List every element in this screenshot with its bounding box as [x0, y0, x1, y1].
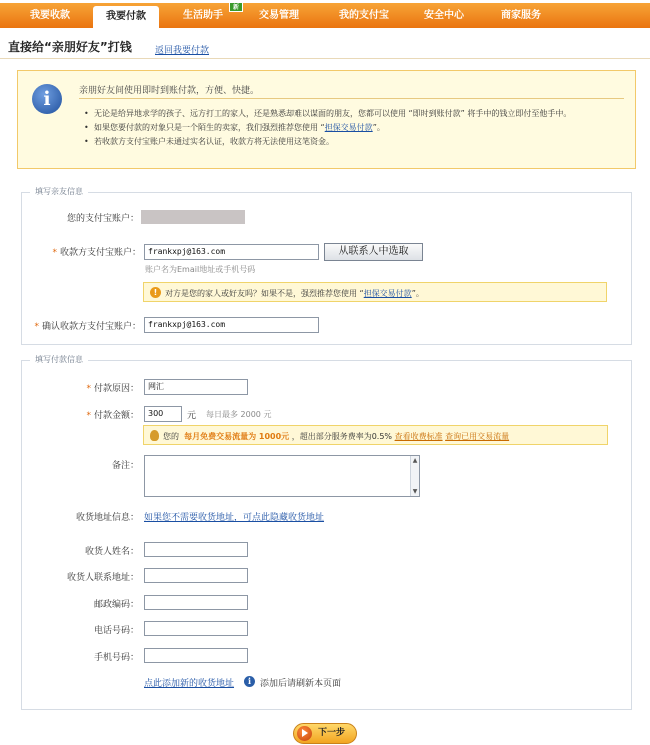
tab-life-helper-label: 生活助手 [183, 10, 223, 21]
friend-info-legend: 填写亲友信息 [30, 186, 88, 197]
receiver-address-input[interactable] [144, 568, 248, 583]
phone-label: 电话号码： [93, 626, 139, 636]
notice-divider [79, 98, 624, 99]
required-star: * [86, 411, 91, 421]
amount-unit: 元 [187, 411, 197, 421]
reason-input[interactable]: 网汇 [144, 379, 248, 395]
notice-item-text: 如果您要付款的对象只是一个陌生的卖家，我们强烈推荐您使用 “ [94, 123, 325, 132]
notice-item: • 若收款方支付宝账户未通过实名认证，收款方将无法使用这笔资金。 [84, 135, 571, 149]
hide-address-link[interactable]: 如果您不需要收货地址，可点此隐藏收货地址 [144, 513, 325, 523]
warning-icon: ! [150, 287, 161, 298]
tab-my-alipay[interactable]: 我的支付宝 [339, 10, 389, 21]
amount-hint: 每日最多 2000 元 [206, 410, 272, 419]
top-nav [0, 3, 650, 28]
addr-label: 收货人联系地址： [66, 573, 139, 583]
tab-security[interactable]: 安全中心 [424, 10, 464, 21]
fee-standard-link[interactable]: 查看收费标准 [394, 432, 443, 441]
tab-receive[interactable]: 我要收款 [30, 10, 70, 21]
notice-item-tail: ”。 [372, 123, 385, 132]
pick-from-contacts-button[interactable]: 从联系人中选取 [324, 243, 423, 261]
receiver-hint: 账户名为Email地址或手机号码 [145, 265, 256, 274]
my-account-label: 您的支付宝账户： [66, 214, 139, 224]
required-star: * [34, 322, 39, 332]
zip-input[interactable] [144, 595, 248, 610]
new-badge: 新 [229, 2, 243, 12]
title-divider [0, 58, 650, 59]
mobile-label: 手机号码： [93, 653, 139, 663]
scroll-down-icon[interactable]: ▼ [412, 488, 418, 495]
reason-label [22, 381, 139, 394]
payment-info-legend: 填写付款信息 [30, 354, 88, 365]
reason-label-text: 付款原因： [93, 384, 139, 394]
memo-scrollbar[interactable] [410, 456, 419, 496]
quota-prefix: 您的 [163, 432, 179, 441]
amount-input[interactable]: 300 [144, 406, 182, 422]
payment-info-section [21, 355, 632, 710]
zip-label: 邮政编码： [93, 600, 139, 610]
friend-tip-text [165, 288, 424, 299]
amount-label-text: 付款金额： [93, 411, 139, 421]
memo-textarea[interactable] [144, 455, 420, 497]
receiver-name-input[interactable] [144, 542, 248, 557]
confirm-receiver-label [22, 319, 141, 332]
medal-icon [150, 430, 159, 441]
my-account-value [141, 210, 245, 224]
phone-input[interactable] [144, 621, 248, 636]
notice-list [84, 107, 571, 149]
scroll-up-icon[interactable]: ▲ [412, 457, 418, 464]
notice-item: • 无论是给异地求学的孩子、远方打工的家人，还是熟悉却难以谋面的朋友，您都可以使用 “即时到账付款” 将手中的钱立即付至他手中。 [84, 107, 571, 121]
quota-middle: ，超出部分服务费率为0.5% [291, 432, 393, 441]
guarantee-trade-tip-link[interactable]: 担保交易付款 [363, 289, 412, 298]
quota-highlight: 每月免费交易流量为 1000元 [184, 432, 290, 441]
page-title: 直接给“亲朋好友”打钱 [8, 40, 132, 54]
address-info-label: 收货地址信息： [75, 513, 139, 523]
used-quota-link[interactable]: 查询已用交易流量 [445, 432, 510, 441]
receiver-label [22, 245, 141, 258]
quota-text [163, 431, 509, 442]
amount-label [22, 408, 139, 421]
add-address-link[interactable]: 点此添加新的收货地址 [144, 679, 235, 689]
required-star: * [86, 384, 91, 394]
friend-tip-tail: ”。 [411, 289, 424, 298]
mobile-input[interactable] [144, 648, 248, 663]
guarantee-trade-link[interactable]: 担保交易付款 [324, 123, 373, 132]
tab-merchant[interactable]: 商家服务 [501, 10, 541, 21]
notice-head: 亲朋好友间使用即时到账付款，方便、快捷。 [79, 86, 260, 96]
tab-life-helper[interactable] [168, 3, 238, 28]
memo-label: 备注： [111, 461, 139, 471]
notice-box [17, 70, 636, 169]
info-icon: i [32, 84, 62, 114]
required-star: * [52, 248, 57, 258]
friend-info-section [21, 187, 632, 345]
info-icon: i [244, 676, 255, 687]
friend-tip [143, 282, 607, 302]
add-address-hint: 添加后请刷新本页面 [260, 679, 342, 689]
receiver-account-input[interactable]: frankxpj@163.com [144, 244, 319, 260]
arrow-right-icon [297, 726, 312, 741]
quota-tip [143, 425, 608, 445]
name-label: 收货人姓名： [84, 547, 139, 557]
notice-item [84, 121, 571, 135]
receiver-label-text: 收款方支付宝账户： [59, 248, 141, 258]
next-step-button[interactable] [293, 723, 357, 744]
friend-tip-lead: 对方是您的家人或好友吗？如果不是，强烈推荐您使用 “ [165, 289, 364, 298]
tab-trade-manage[interactable]: 交易管理 [259, 10, 299, 21]
tab-pay[interactable]: 我要付款 [93, 6, 159, 28]
next-step-label: 下一步 [318, 728, 346, 738]
confirm-label-text: 确认收款方支付宝账户： [41, 322, 141, 332]
back-to-pay-link[interactable]: 返回我要付款 [155, 46, 210, 56]
confirm-account-input[interactable]: frankxpj@163.com [144, 317, 319, 333]
